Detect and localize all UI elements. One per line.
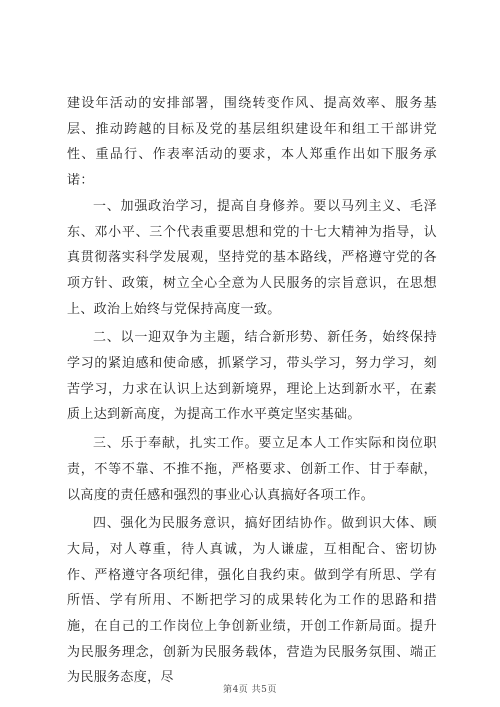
paragraph-item-4: 四、强化为民服务意识，搞好团结协作。做到识大体、顾大局，对人尊重，待人真诚，为人谦虚，互相配合、密切协作、严格遵守各项纪律，强化自我约束。做到学有所思、学有所悟、学有所用、不断把学习的成果转化为工作的思路和措施，在自己的工作岗位上争创新业绩，开创工作新局面。提升为民服务理念，创新为民服务载体，营造为民服务氛围、端正为民服务态度，尽 <box>67 516 437 686</box>
document-body <box>67 91 437 691</box>
paragraph-item-1: 一、加强政治学习，提高自身修养。要以马列主义、毛泽东、邓小平、三个代表重要思想和党的十七大精神为指导，认真贯彻落实科学发展观，坚持党的基本路线，严格遵守党的各项方针、政策，树立全心全意为人民服务的宗旨意识，在思想上、政治上始终与党保持高度一致。 <box>67 198 437 317</box>
page-footer: 第4页 共5页 <box>223 685 277 695</box>
paragraph-item-3: 三、乐于奉献，扎实工作。要立足本人工作实际和岗位职责，不等不靠、不推不拖，严格要求、创新工作、甘于奉献，以高度的责任感和强烈的事业心认真搞好各项工作。 <box>67 436 437 503</box>
paragraph-intro: 建设年活动的安排部署，围绕转变作风、提高效率、服务基层、推动跨越的目标及党的基层组织建设年和组工干部讲党性、重品行、作表率活动的要求，本人郑重作出如下服务承诺： <box>67 96 437 189</box>
paragraph-item-2: 二、以一迎双争为主题，结合新形势、新任务，始终保持学习的紧迫感和使命感，抓紧学习，带头学习，努力学习，刻苦学习，力求在认识上达到新境界，理论上达到新水平，在素质上达到新高度，为提高工作水平奠定坚实基础。 <box>67 330 437 423</box>
